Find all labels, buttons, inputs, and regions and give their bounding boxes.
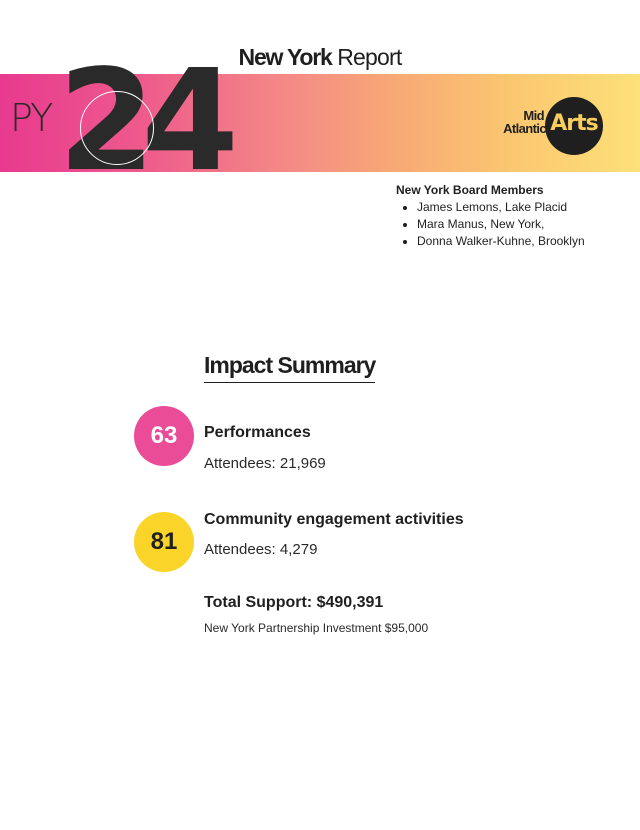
board-member: • Donna Walker-Kuhne, Brooklyn [417, 233, 585, 250]
board-members-heading: New York Board Members [396, 183, 544, 197]
performances-count-badge: 63 [134, 406, 194, 466]
logo-word-atlantic: Atlantic [503, 121, 546, 136]
impact-summary-heading: Impact Summary [204, 352, 375, 383]
logo-word-mid: Mid [523, 108, 544, 123]
year-number: 24 [58, 40, 225, 203]
report-title-word: Report [337, 44, 402, 70]
logo-word-arts: Arts [550, 111, 598, 136]
mid-atlantic-arts-logo [496, 97, 608, 155]
community-activities-count-badge: 81 [134, 512, 194, 572]
ring-graphic-icon [80, 91, 154, 165]
community-activities-attendees: Attendees: 4,279 [204, 541, 318, 558]
board-members-list [396, 199, 585, 250]
board-member: • James Lemons, Lake Placid [417, 199, 585, 216]
board-members-section [396, 183, 585, 250]
board-member: • Mara Manus, New York, [417, 216, 585, 233]
performances-attendees: Attendees: 21,969 [204, 455, 326, 472]
community-activities-title: Community engagement activities [204, 511, 464, 528]
performances-title: Performances [204, 424, 311, 441]
report-title-state: New York [238, 44, 332, 70]
py-label: PY [10, 96, 52, 140]
partnership-investment: New York Partnership Investment $95,000 [204, 621, 429, 635]
total-support: Total Support: $490,391 [204, 594, 384, 611]
